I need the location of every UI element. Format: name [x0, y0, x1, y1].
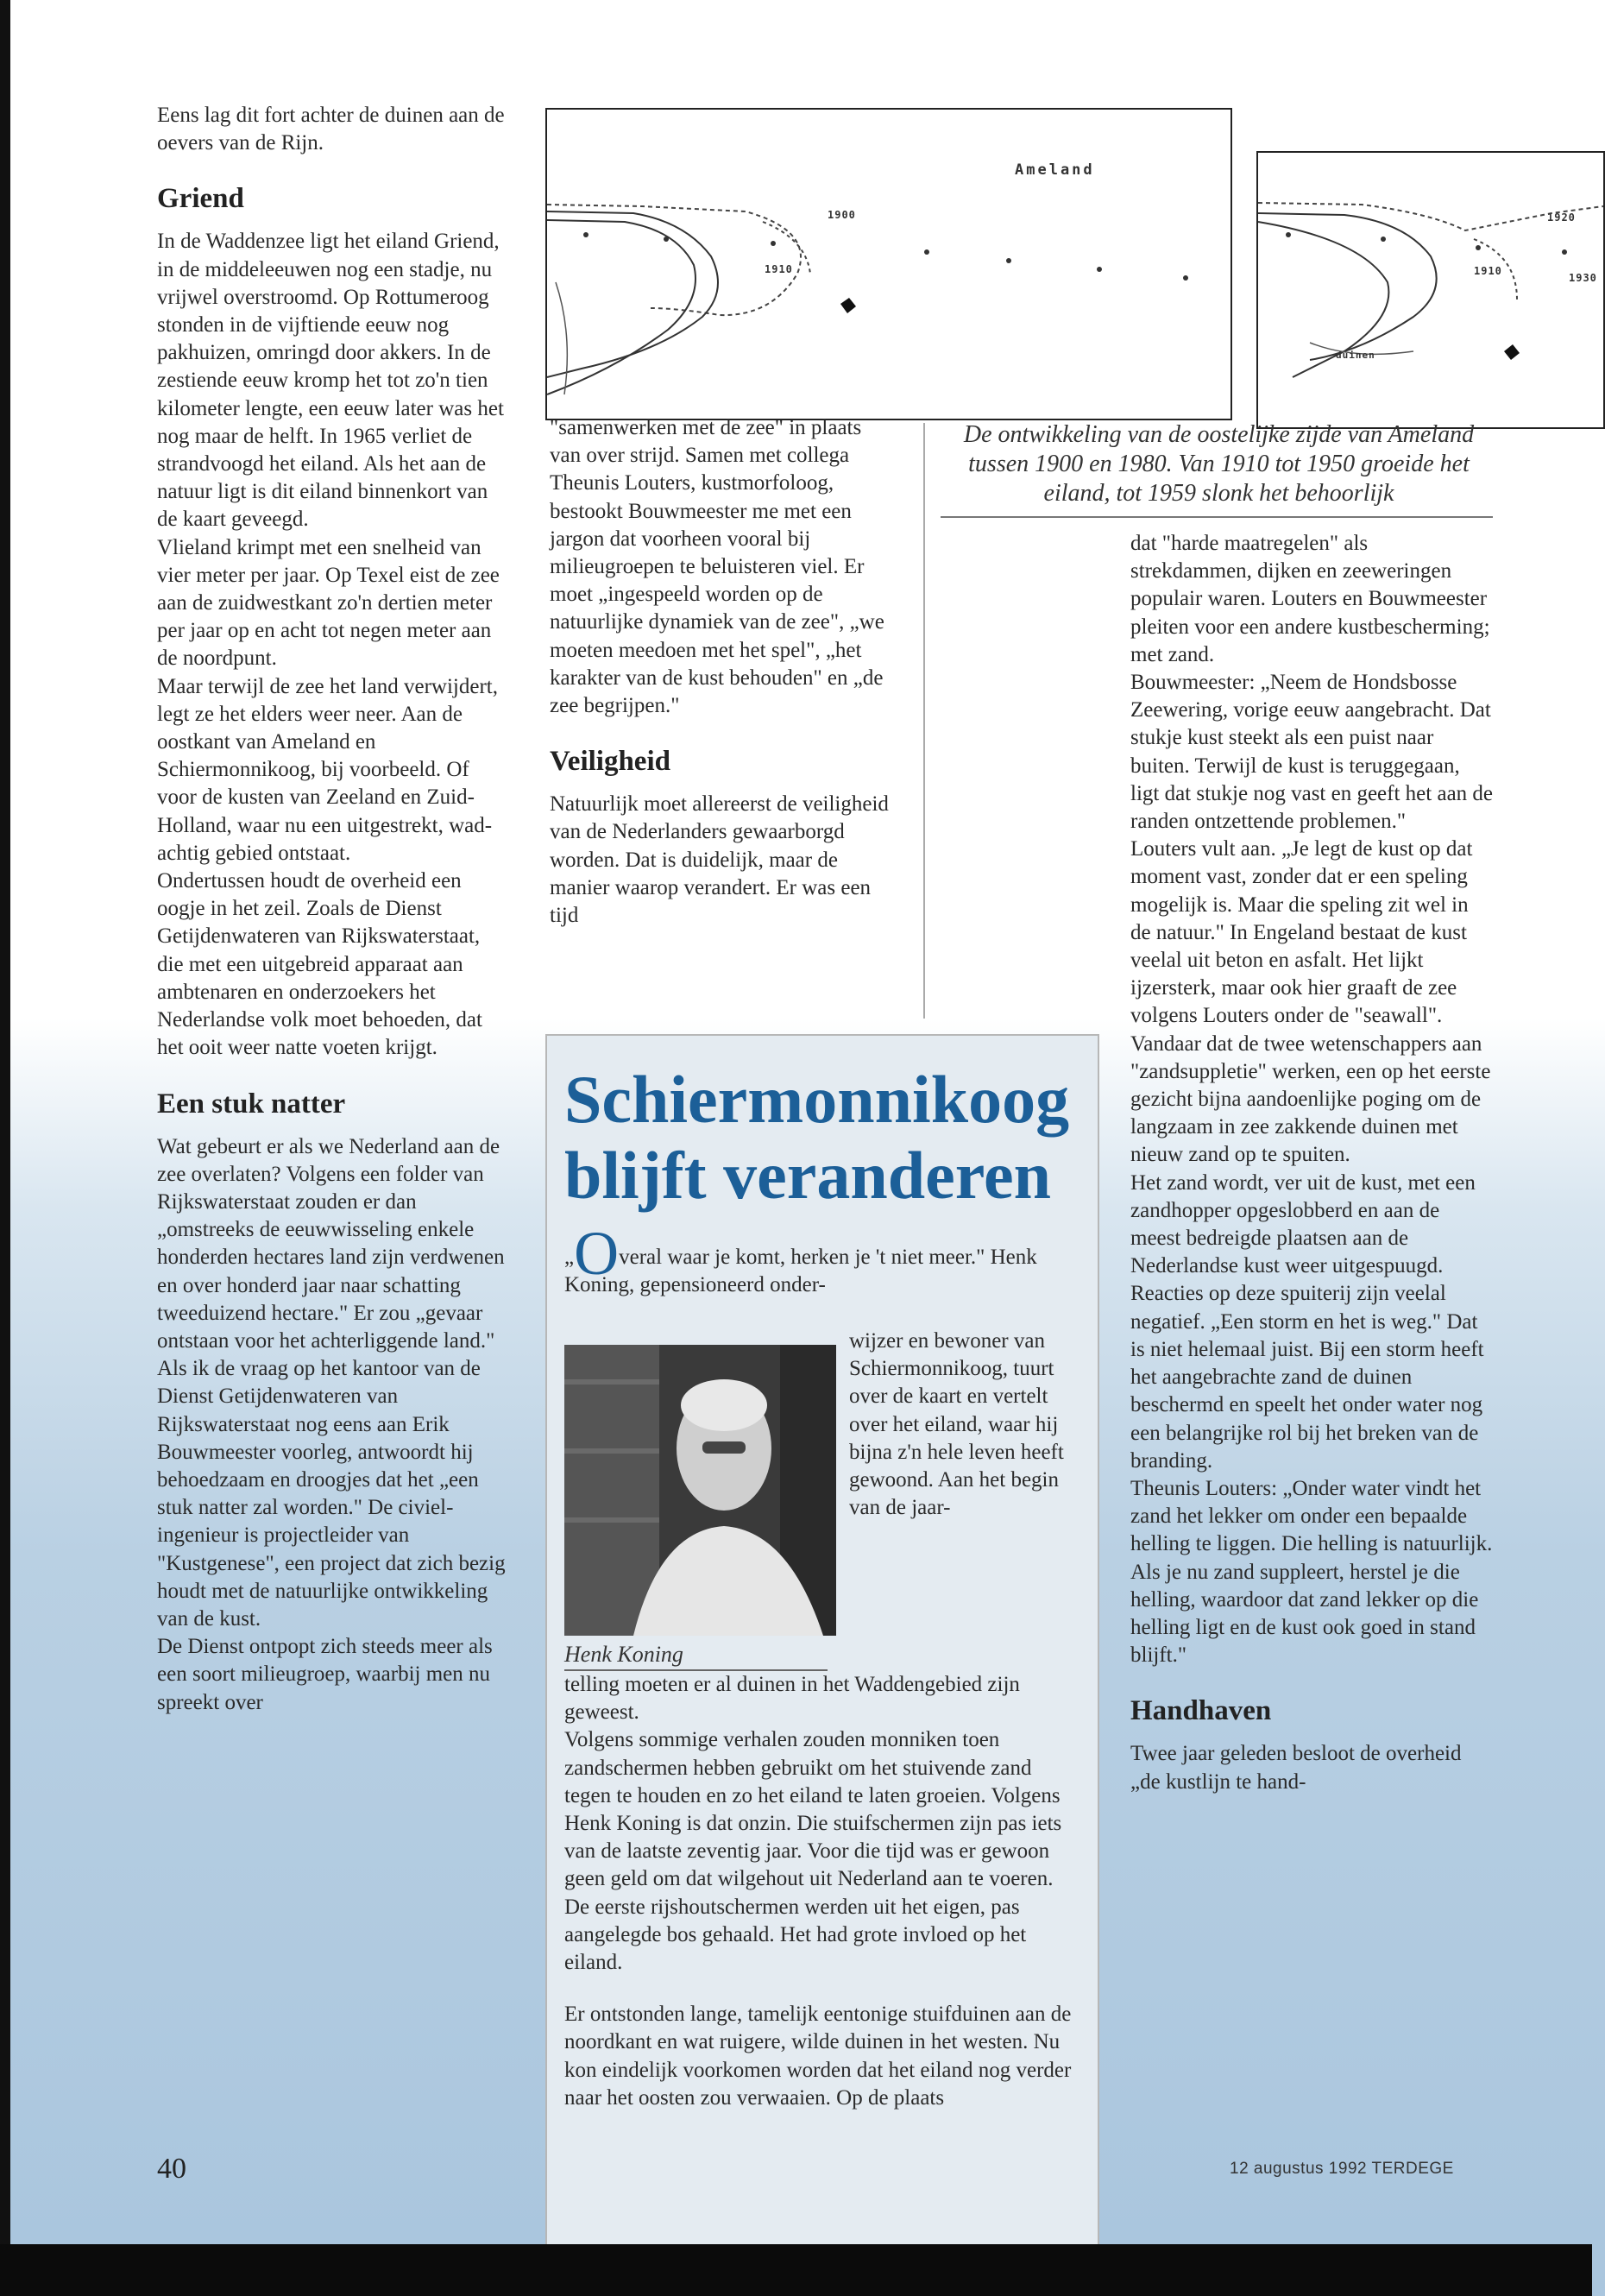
portrait-image — [564, 1345, 836, 1636]
ameland-map-left — [545, 108, 1232, 420]
paragraph: Theunis Louters: „Onder water vindt het zand het lekker om onder een bepaalde helling te liggen. Die helling is natuurlijk. Als je nu zand suppleert, herstel je die helling, waardoor dat zand lekker op die helling ligt en de kust ook goed in stand blijft." — [1130, 1476, 1493, 1668]
paragraph: Het zand wordt, ver uit de kust, met een zandhopper opgeslobberd en aan de meest bedreigde plaatsen aan de Nederlandse kust weer uitgespuugd. Reacties op deze spuiterij zijn veelal negatief. „Een storm en het is weg." Dat is niet helemaal juist. Bij een storm heeft het aangebrachte zand de duinen beschermd en speelt het onder water nog een belangrijke rol bij het breken van de branding. — [1130, 1170, 1484, 1473]
column-2 — [550, 414, 891, 930]
heading-een-stuk-natter: Een stuk natter — [157, 1088, 346, 1120]
paragraph: Natuurlijk moet allereerst de veiligheid van de Nederlanders gewaarborgd worden. Dat is duidelijk, maar de manier waarop verandert. Er was een tijd — [550, 792, 889, 928]
map-year-label: 1910 — [765, 263, 793, 275]
map-year-label: 1900 — [828, 209, 856, 221]
paragraph: In de Waddenzee ligt het eiland Griend, in de middeleeuwen nog een stadje, nu vrijwel overstroomd. Op Rottumeroog stonden in de vijftiende eeuw nog pakhuizen, omringd door akkers. In de zestiende eeuw kromp het tot zo'n tien kilometer lengte, een eeuw later was het nog maar de helft. In 1965 verliet de strandvoogd het eiland. Als het aan de natuur ligt is dit eiland binnenkort van de kaart geveegd. — [157, 230, 504, 532]
box-title: Schiermonnikoog blijft veranderen — [564, 1062, 1070, 1213]
paragraph: Vlieland krimpt met een snelheid van vier meter per jaar. Op Texel eist de zee aan de zuidwestkant zo'n dertien meter per jaar op en acht tot negen meter aan de noordpunt. — [157, 535, 500, 671]
paragraph: Twee jaar geleden besloot de overheid „de kustlijn te hand- — [1130, 1742, 1462, 1794]
paragraph: Louters vult aan. „Je legt de kust op dat moment vast, zonder dat er een speling mogelijk is. Maar die speling zit wel in de natuur." In Engeland bestaat de kust veelal uit beton en asfalt. Het lijkt ijzersterk, maar ook hier graaft de zee volgens Louters onder de "seawall". Vandaar dat de twee wetenschappers aan "zandsuppletie" werken, een op het eerste gezicht bijna aandoenlijke poging om de langzaam in zee zakkende duinen met nieuw zand op te spuiten. — [1130, 837, 1491, 1167]
heading-griend: Griend — [157, 183, 244, 215]
paragraph: Wat gebeurt er als we Nederland aan de zee overlaten? Volgens een folder van Rijkswaterstaat zouden er dan „omstreeks de eeuwwisseling enkele honderden hectares land zijn verdwenen en over honderd jaar naar schatting tweeduizend hectare." Er zou „gevaar ontstaan voor het achterliggende land." — [157, 1134, 505, 1353]
paragraph: De Dienst ontpopt zich steeds meer als een soort milieugroep, waarbij men nu spreekt over — [157, 1635, 493, 1714]
quote-mark: „ — [564, 1246, 575, 1269]
sidebar-box — [545, 1034, 1099, 2249]
paragraph: Er ontstonden lange, tamelijk eentonige stuifduinen aan de noordkant en wat ruigere, wilde duinen in het westen. Nu kon eindelijk voorkomen worden dat het eiland nog verder naar het oosten zou verwaaien. Op de plaats — [564, 2003, 1072, 2110]
page-number: 40 — [157, 2153, 186, 2185]
drop-cap: O — [574, 1219, 620, 1288]
box-body — [564, 1671, 1080, 2112]
paragraph: Maar terwijl de zee het land verwijdert, legt ze het elders weer neer. Aan de oostkant van Ameland en Schiermonnikoog, bij voorbeeld. Of voor de kusten van Zeeland en Zuid-Holland, waar nu een uitgestrekt, wad-achtig gebied ontstaat. — [157, 674, 498, 865]
coastline-drawing — [547, 110, 1230, 419]
paragraph: Volgens sommige verhalen zouden monniken toen zandschermen hebben gebruikt om het stuivende zand tegen te houden en zo het eiland te laten groeien. Volgens Henk Koning is dat onzin. Die stuifschermen zijn pas iets van de laatste zeventig jaar. Voor die tijd was er gewoon geen geld om dat wilgehout uit Nederland aan te voeren. De eerste rijshoutschermen werden uit het eigen, pas aangelegde bos gehaald. Het had grote invloed op het eiland. — [564, 1728, 1062, 1975]
map-caption: De ontwikkeling van de oostelijke zijde van Ameland tussen 1900 en 1980. Van 1910 tot 1950 groeide het eiland, tot 1959 slonk het behoorlijk — [963, 421, 1475, 507]
paragraph: Bouwmeester: „Neem de Hondsbosse Zeewering, vorige eeuw aangebracht. Dat stukje kust steekt als een puist naar buiten. Terwijl de kust is teruggegaan, ligt dat stukje nog vast en geeft het aan de randen ontzettende problemen." — [1130, 671, 1494, 834]
paragraph: "samenwerken met de zee" in plaats van over strijd. Samen met collega Theunis Louters, kustmorfoloog, bestookt Bouwmeester me met een jargon dat voorheen vooral bij milieugroepen te beluisteren viel. Er moet „ingespeeld worden op de natuurlijke dynamiek van de zee", „we moeten meedoen met het spel", „het karakter van de kust behouden" en „de zee begrijpen." — [550, 416, 884, 718]
caption-divider — [941, 516, 1493, 518]
intro-paragraph: Eens lag dit fort achter de duinen aan de oevers van de Rijn. — [157, 104, 505, 155]
photo-caption: Henk Koning — [564, 1642, 683, 1667]
map-year-label: 1930 — [1569, 272, 1597, 284]
paragraph: Ondertussen houdt de overheid een oogje in het zeil. Zoals de Dienst Getijdenwateren van Rijkswaterstaat, die met een uitgebreid apparaat aan ambtenaren en onderzoekers het Nederlandse volk moet behoeden, dat het ooit weer natte voeten krijgt. — [157, 869, 482, 1060]
scan-edge-bottom — [0, 2244, 1592, 2296]
ameland-map-right — [1256, 151, 1605, 429]
heading-handhaven: Handhaven — [1130, 1695, 1272, 1727]
paragraph: dat "harde maatregelen" als strekdammen, dijken en zeeweringen populair waren. Louters en Bouwmeester pleiten voor een andere kustbescherming; met zand. — [1130, 532, 1490, 666]
map-title: Ameland — [1015, 161, 1095, 179]
scan-edge-left — [0, 0, 10, 2296]
portrait-photo — [564, 1345, 836, 1636]
coastline-drawing — [1258, 153, 1603, 427]
box-lead — [564, 1219, 1073, 1299]
paragraph: telling moeten er al duinen in het Waddengebied zijn geweest. — [564, 1673, 1020, 1725]
box-lead-continued — [849, 1328, 1075, 1522]
paragraph: wijzer en bewoner van Schiermonnikoog, tuurt over de kaart en vertelt over het eiland, waar hij bijna z'n hele leven heeft gewoond. Aan het begin van de jaar- — [849, 1329, 1064, 1520]
column-1 — [157, 102, 511, 1717]
column-divider — [923, 423, 925, 1019]
map-year-label: 1910 — [1474, 265, 1502, 277]
column-3 — [1130, 530, 1493, 1796]
heading-veiligheid: Veiligheid — [550, 746, 670, 778]
paragraph: Als ik de vraag op het kantoor van de Dienst Getijdenwateren van Rijkswaterstaat nog eens aan Erik Bouwmeester voorleg, antwoordt hij behoedzaam en droogjes dat het „een stuk natter zal worden." De civiel-ingenieur is projectleider van "Kustgenese", een project dat zich bezig houdt met de natuurlijke ontwikkeling van de kust. — [157, 1357, 506, 1631]
page-footer: 12 augustus 1992 TERDEGE — [1230, 2160, 1454, 2178]
map-year-label: 1920 — [1547, 211, 1576, 224]
lead-text: veral waar je komt, herken je 't niet meer." Henk Koning, gepensioneerd onder- — [564, 1246, 1037, 1297]
map-note: duinen — [1336, 350, 1375, 361]
